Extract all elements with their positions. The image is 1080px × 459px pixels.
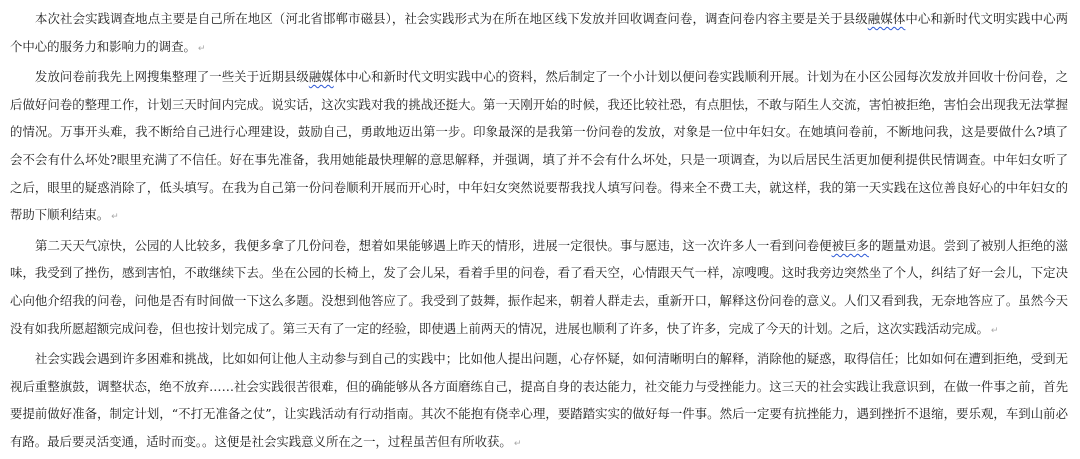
text-run: 社会实践会遇到许多困难和挑战，比如如何让他人主动参与到自己的实践中；比如他人提出问题，心存怀疑，如何清晰明白的解释，消除他的疑惑，取得信任；比如如何在遭到拒绝，受到无视后重整旗鼓，调整状态，绝不放弃……社会实践很苦很难，但的确能够从各方面磨练自己，提高自身的表达能力，社交能力与受挫能力。这三天的社会实践让我意识到，在做一件事之前，首先要提前做好准备，制定计划，“不打无准备之仗”，让实践活动有行动指南。其次不能抱有侥幸心理，要踏踏实实的做好每一件事。然后一定要有抗挫能力，遇到挫折不退缩，要乐观，车到山前必有路。最后要灵活变通，适时而变。。这便是社会实践意义所在之一，过程虽苦但有所收获。 bbox=[10, 351, 1068, 449]
paragraph-mark-icon: ↵ bbox=[513, 438, 522, 449]
document-body bbox=[10, 5, 1068, 459]
spellcheck-flagged-word[interactable]: 被巨多 bbox=[831, 237, 869, 253]
paragraph-mark-icon: ↵ bbox=[197, 43, 206, 54]
paragraph-4 bbox=[10, 345, 1068, 458]
spellcheck-flagged-word[interactable]: 融媒 bbox=[308, 69, 334, 85]
paragraph-1 bbox=[10, 5, 1068, 63]
text-run: 第二天天气凉快，公园的人比较多，我便多拿了几份问卷，想着如果能够遇上昨天的情形，进展一定很快。事与愿违，这一次许多人一看到问卷便 bbox=[35, 237, 832, 253]
text-run: 的题量劝退。尝到了被别人拒绝的滋味，我受到了挫伤，感到害怕，不敢继续下去。坐在公园的长椅上，发了会儿呆，看着手里的问卷，看了看天空，心情跟天气一样，凉嗖嗖。这时我旁边突然坐了个人，纠结了好一会儿，下定决心向他介绍我的问卷，问他是否有时间做一下这么多题。没想到他答应了。我受到了鼓舞，振作起来，朝着人群走去，重新开口，解释这份问卷的意义。人们又看到我，无奈地答应了。虽然今天没有如我所愿超额完成问卷，但也按计划完成了。第三天有了一定的经验，即使遇上前两天的情况，进展也顺利了许多，快了许多，完成了今天的计划。之后，这次实践活动完成。 bbox=[10, 237, 1069, 336]
text-run: 体中心和新时代文明实践中心的资料，然后制定了一个小计划以便问卷实践顺利开展。计划为在小区公园每次发放并回收十份问卷，之后做好问卷的整理工作，计划三天时间内完成。说实话，这次实践对我的挑战还挺大。第一天刚开始的时候，我还比较社恐，有点胆怯，不敢与陌生人交流，害怕被拒绝，害怕会出现我无法掌握的情况。万事开头难，我不断给自己进行心理建设，鼓励自己，勇敢地迈出第一步。印象最深的是我第一份问卷的发放，对象是一位中年妇女。在她填问卷前，不断地问我，这是要做什么?填了会不会有什么坏处?眼里充满了不信任。好在事先准备，我用她能最快理解的意思解释，并强调，填了并不会有什么坏处，只是一项调查，为以后居民生活更加便利提供民情调查。中年妇女听了之后，眼里的疑惑消除了，低头填写。在我为自己第一份问卷顺利开展而开心时，中年妇女突然说要帮我找人填写问卷。得来全不费工夫，就这样，我的第一天实践在这位善良好心的中年妇女的帮助下顺利结束。 bbox=[10, 69, 1069, 223]
paragraph-mark-icon: ↵ bbox=[111, 212, 119, 223]
text-run: 发放问卷前我先上网搜集整理了一些关于近期县级 bbox=[35, 69, 309, 85]
paragraph-3 bbox=[10, 232, 1068, 345]
paragraph-mark-icon: ↵ bbox=[990, 325, 999, 336]
paragraph-2 bbox=[10, 63, 1068, 232]
text-run: 中心和新时代文明实践中心两个中心的服务力和影响力的调查。 bbox=[10, 11, 1069, 54]
spellcheck-flagged-word[interactable]: 融媒体 bbox=[867, 11, 906, 26]
text-run: 本次社会实践调查地点主要是自己所在地区（河北省邯郸市磁县），社会实践形式为在所在地区线下发放并回收调查问卷，调查问卷内容主要是关于县级 bbox=[35, 11, 868, 26]
